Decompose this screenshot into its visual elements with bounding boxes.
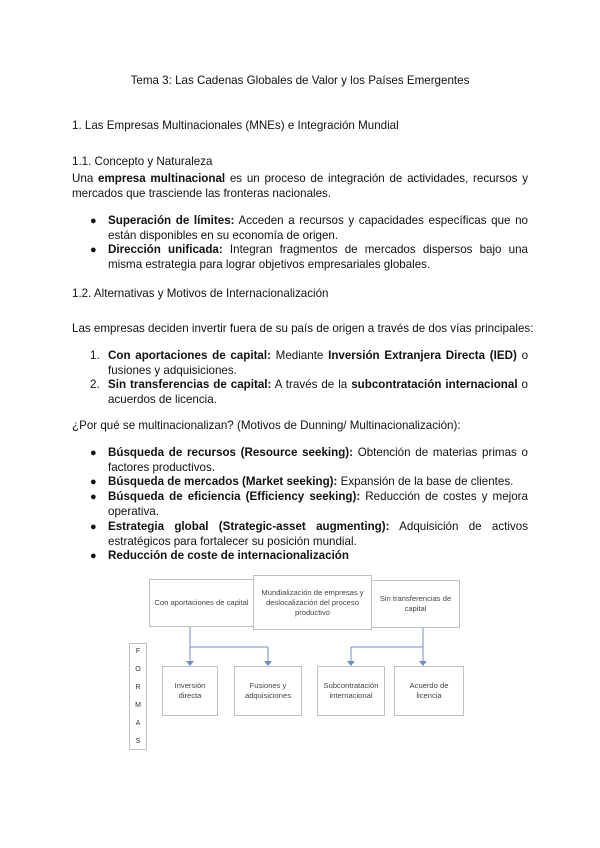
list-item: Búsqueda de eficiencia (Efficiency seeking): Reducción de costes y mejora operativa. [108, 490, 528, 518]
page-title: Tema 3: Las Cadenas Globales de Valor y los Países Emergentes [130, 74, 470, 87]
bullet-icon: ● [90, 215, 97, 227]
formas-letter: S [135, 738, 141, 745]
section-heading-1-1: 1.1. Concepto y Naturaleza [72, 155, 213, 168]
list-item: Superación de límites: Acceden a recursos y capacidades específicas que no están disponibles en su economía de origen. [108, 214, 528, 242]
bullet-icon: ● [90, 244, 97, 256]
bullet-icon: ● [90, 447, 97, 459]
list-item: Búsqueda de recursos (Resource seeking): Obtención de materias primas o factores productivos. [108, 446, 528, 474]
formas-letter: A [135, 720, 141, 727]
diagram-box-license: Acuerdo de licencia [394, 666, 464, 716]
bullet-icon: ● [90, 476, 97, 488]
diagram-box-direct-investment: Inversión directa [162, 666, 218, 716]
formas-letter: F [135, 648, 141, 655]
formas-letter: R [135, 684, 141, 691]
bullet-icon: ● [90, 521, 97, 533]
paragraph-intro: Las empresas deciden invertir fuera de su país de origen a través de dos vías principales: [72, 322, 534, 335]
diagram-box-with-capital: Con aportaciones de capital [149, 579, 254, 627]
section-heading-1-2: 1.2. Alternativas y Motivos de Internacionalización [72, 287, 329, 300]
list-item: Dirección unificada: Integran fragmentos de mercados dispersos bajo una misma estrategia para lograr objetivos empresariales globales. [108, 243, 528, 271]
list-number: 2. [90, 378, 100, 391]
formas-letter: O [135, 666, 141, 673]
bullet-icon: ● [90, 550, 97, 562]
question-text: ¿Por qué se multinacionalizan? (Motivos de Dunning/ Multinacionalización): [72, 419, 461, 432]
diagram-box-subcontracting: Subcontratación internacional [317, 666, 385, 716]
formas-letter: M [135, 702, 141, 709]
list-number: 1. [90, 349, 100, 362]
list-item: Sin transferencias de capital: A través de la subcontratación internacional o acuerdos de licencia. [108, 378, 528, 406]
section-heading-1: 1. Las Empresas Multinacionales (MNEs) e Integración Mundial [72, 119, 399, 132]
diagram-box-mergers: Fusiones y adquisiciones [234, 666, 302, 716]
list-item: Búsqueda de mercados (Market seeking): Expansión de la base de clientes. [108, 475, 514, 488]
list-item: Con aportaciones de capital: Mediante Inversión Extranjera Directa (IED) o fusiones y adquisiciones. [108, 349, 529, 377]
list-item: Estrategia global (Strategic-asset augmenting): Adquisición de activos estratégicos para fortalecer su posición mundial. [108, 520, 528, 548]
formas-label [129, 643, 147, 750]
bullet-icon: ● [90, 491, 97, 503]
diagram-box-center: Mundialización de empresas y deslocalización del proceso productivo [253, 575, 372, 630]
paragraph-mne-definition: Una empresa multinacional es un proceso de integración de actividades, recursos y mercados que trasciende las fronteras nacionales. [72, 172, 528, 200]
diagram-box-without-capital: Sin transferencias de capital [371, 580, 460, 628]
list-item: Reducción de coste de internacionalización [108, 549, 349, 562]
